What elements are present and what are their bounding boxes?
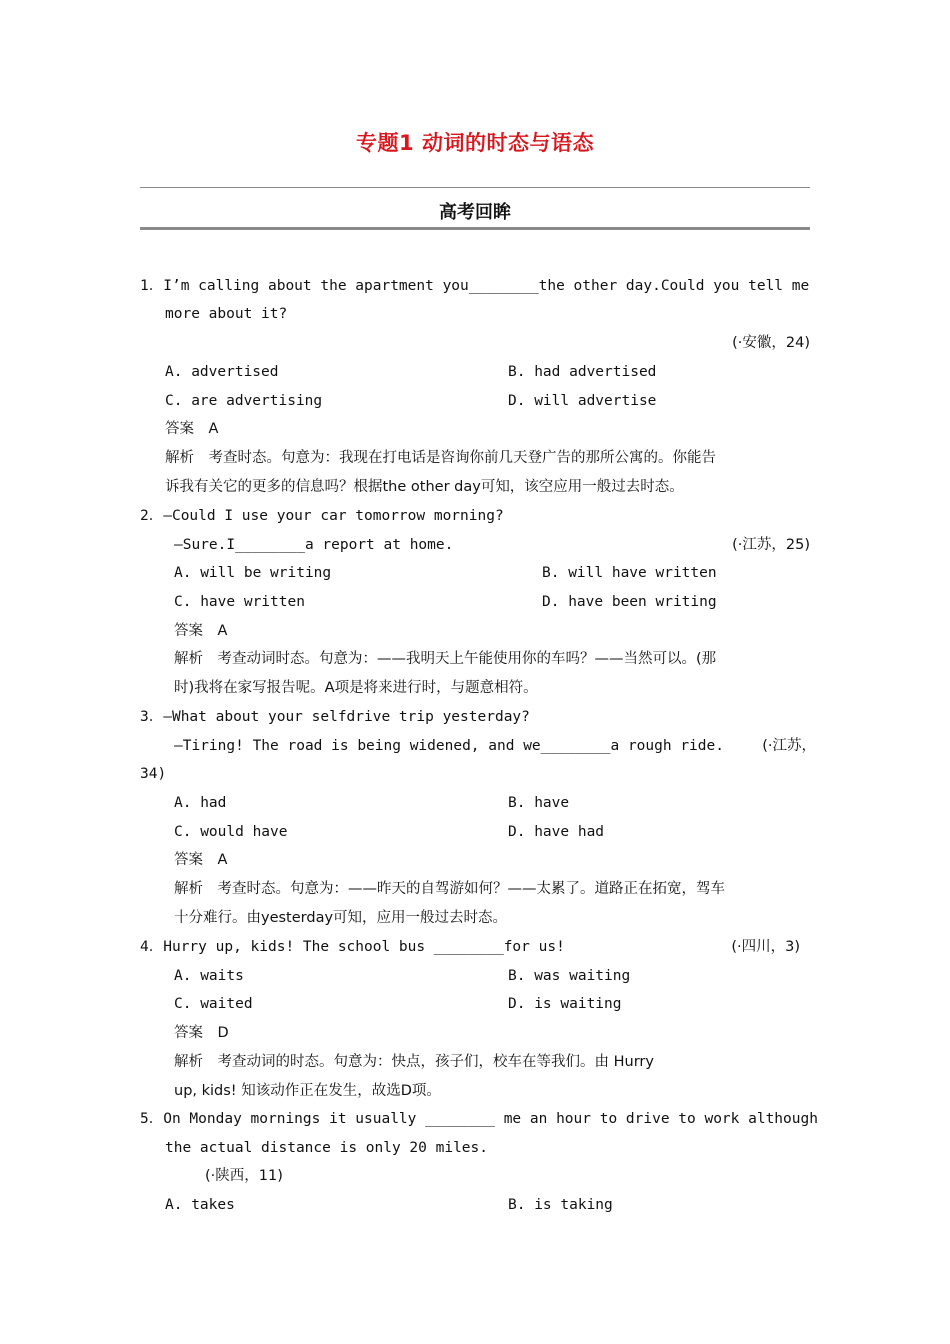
q2-option-c: C. have written	[174, 594, 305, 610]
q5-stem-line1: 5．On Monday mornings it usually ________ me an hour to drive to work although	[140, 1111, 818, 1127]
q4-explanation-line2: up, kids! 知该动作正在发生，故选D项。	[174, 1083, 441, 1099]
q5-source: (·陕西，11)	[205, 1168, 283, 1184]
q2-answer: 答案 A	[174, 623, 228, 639]
q4-explanation-line1: 解析 考查动词的时态。句意为：快点，孩子们，校车在等我们。由 Hurry	[174, 1054, 654, 1070]
q1-explanation-line2: 诉我有关它的更多的信息吗？根据the other day可知，该空应用一般过去时态。	[165, 479, 684, 495]
q3-option-a: A. had	[174, 795, 227, 811]
q3-source-continued: 34)	[140, 766, 167, 782]
q1-option-c: C. are advertising	[165, 393, 323, 409]
q4-option-a: A. waits	[174, 968, 244, 984]
header-rule-bottom	[140, 227, 810, 230]
q3-source: (·江苏，	[762, 738, 816, 754]
q4-option-c: C. waited	[174, 996, 253, 1012]
q1-stem-line2: more about it?	[165, 306, 288, 322]
q4-stem-line1: 4．Hurry up, kids! The school bus ________for us!	[140, 939, 565, 955]
q3-explanation-line2: 十分难行。由yesterday可知，应用一般过去时态。	[174, 910, 508, 926]
q3-stem-line2: —Tiring! The road is being widened, and we________a rough ride.	[174, 738, 724, 754]
q5-option-b: B. is taking	[508, 1197, 613, 1213]
section-heading: 高考回眸	[439, 202, 511, 223]
q3-option-c: C. would have	[174, 824, 288, 840]
q2-option-b: B. will have written	[542, 565, 717, 581]
q1-option-a: A. advertised	[165, 364, 279, 380]
q5-option-a: A. takes	[165, 1197, 235, 1213]
q2-option-d: D. have been writing	[542, 594, 717, 610]
q4-answer: 答案 D	[174, 1025, 229, 1041]
q3-option-b: B. have	[508, 795, 570, 811]
q4-option-b: B. was waiting	[508, 968, 631, 984]
q5-stem-line2: the actual distance is only 20 miles.	[165, 1140, 489, 1156]
q1-option-d: D. will advertise	[508, 393, 657, 409]
q1-option-b: B. had advertised	[508, 364, 657, 380]
q1-answer: 答案 A	[165, 421, 219, 437]
q3-stem-line1: 3．—What about your selfdrive trip yesterday?	[140, 709, 530, 725]
q3-explanation-line1: 解析 考查时态。句意为：——昨天的自驾游如何？——太累了。道路正在拓宽，驾车	[174, 881, 725, 897]
q4-source: (·四川，3)	[731, 939, 800, 955]
q1-explanation-line1: 解析 考查时态。句意为：我现在打电话是咨询你前几天登广告的那所公寓的。你能告	[165, 450, 716, 466]
q2-stem-line2: —Sure.I________a report at home.	[174, 537, 454, 553]
q2-explanation-line1: 解析 考查动词时态。句意为：——我明天上午能使用你的车吗？——当然可以。(那	[174, 651, 717, 667]
q2-stem-line1: 2．—Could I use your car tomorrow morning?	[140, 508, 504, 524]
q1-source: (·安徽，24)	[732, 335, 810, 351]
q2-explanation-line2: 时)我将在家写报告呢。A项是将来进行时，与题意相符。	[174, 680, 538, 696]
q3-answer: 答案 A	[174, 852, 228, 868]
q1-stem-line1: 1．I’m calling about the apartment you________the other day.Could you tell me	[140, 278, 810, 294]
q3-option-d: D. have had	[508, 824, 605, 840]
q2-source: (·江苏，25)	[732, 537, 810, 553]
header-rule-top	[140, 187, 810, 188]
q2-option-a: A. will be writing	[174, 565, 332, 581]
q4-option-d: D. is waiting	[508, 996, 622, 1012]
page-title: 专题1 动词的时态与语态	[356, 131, 594, 155]
